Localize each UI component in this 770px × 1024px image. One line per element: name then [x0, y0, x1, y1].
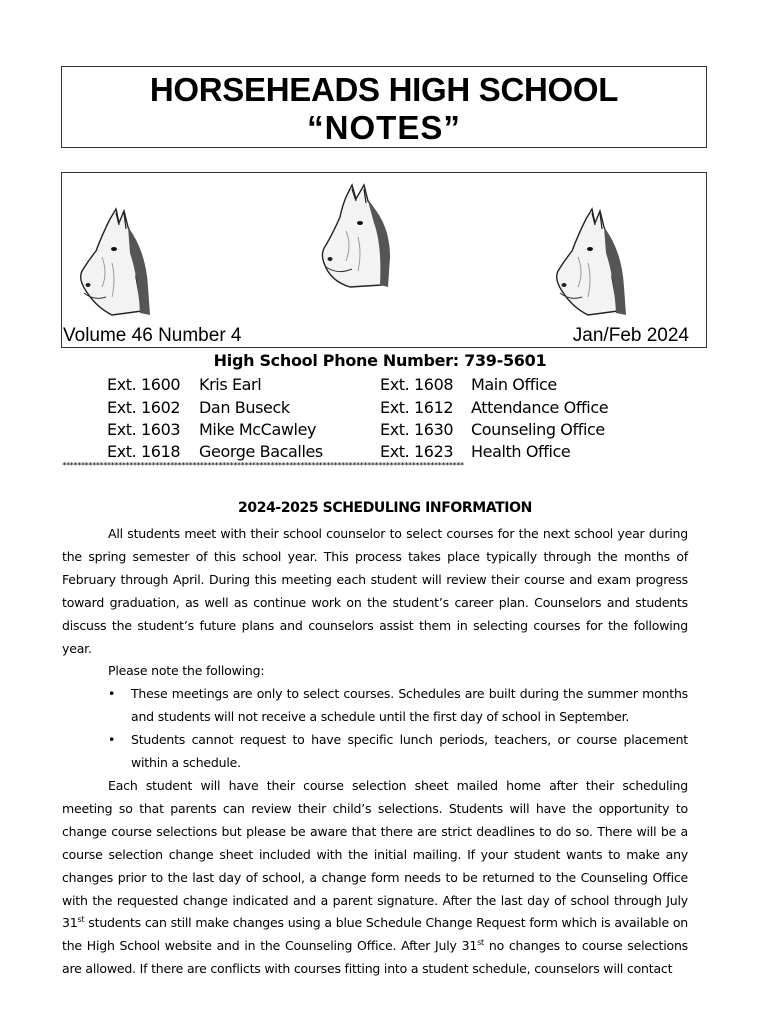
bullet-list	[62, 683, 688, 775]
newsletter-subtitle: “NOTES”	[307, 109, 461, 146]
contact-name: Kris Earl	[199, 375, 262, 394]
note-heading: Please note the following:	[108, 663, 265, 679]
title-box	[61, 66, 707, 148]
horse-head-illustration-right	[548, 207, 638, 327]
contact-ext: Ext. 1618	[107, 442, 181, 461]
office-ext: Ext. 1608	[380, 375, 454, 394]
contact-name: Mike McCawley	[199, 420, 317, 439]
issue-date: Jan/Feb 2024	[572, 325, 689, 346]
contact-name: Dan Buseck	[199, 398, 290, 417]
asterisk-separator: ************************************************************************************************************	[62, 461, 464, 470]
contact-ext: Ext. 1603	[107, 420, 181, 439]
contact-ext: Ext. 1602	[107, 398, 181, 417]
list-item: • These meetings are only to select courses. Schedules are built during the summer months and students will not receive a schedule until the first day of school in September.	[62, 683, 688, 729]
contact-name: George Bacalles	[199, 442, 323, 461]
office-name: Main Office	[471, 375, 557, 394]
office-ext: Ext. 1612	[380, 398, 454, 417]
volume-number: Volume 46 Number 4	[63, 325, 242, 346]
office-name: Health Office	[471, 442, 571, 461]
phone-number-heading: High School Phone Number: 739-5601	[213, 351, 547, 370]
list-item: • Students cannot request to have specific lunch periods, teachers, or course placement within a schedule.	[62, 729, 688, 775]
bullet-icon: •	[108, 732, 116, 748]
contact-ext: Ext. 1600	[107, 375, 181, 394]
section-heading: 2024-2025 SCHEDULING INFORMATION	[238, 500, 532, 516]
office-name: Counseling Office	[471, 420, 605, 439]
office-name: Attendance Office	[471, 398, 609, 417]
paragraph-intro: All students meet with their school counselor to select courses for the next school year during the spring semester of this school year. This process takes place typically through the months of February through April. During this meeting each student will review their course and exam progress toward graduation, as well as continue work on the student’s career plan. Counselors and students discuss the student’s future plans and counselors assist them in selecting courses for the following year.	[62, 526, 688, 656]
bullet-icon: •	[108, 686, 116, 702]
office-ext: Ext. 1623	[380, 442, 454, 461]
paragraph-course-selection: Each student will have their course selection sheet mailed home after their scheduling meeting so that parents can review their child’s selections. Students will have the opportunity to change course selections but please be aware that there are strict deadlines to do so. There will be a course selection change sheet included with the initial mailing. If your student wants to make any changes prior to the last day of school, a change form needs to be returned to the Counseling Office with the requested change indicated and a parent signature. After the last day of school through July 31st students can still make changes using a blue Schedule Change Request form which is available on the High School website and in the Counseling Office. After July 31st no changes to course selections are allowed. If there are conflicts with courses fitting into a student schedule, counselors will contact	[62, 777, 688, 977]
horse-head-illustration-center	[316, 183, 406, 303]
office-ext: Ext. 1630	[380, 420, 454, 439]
masthead	[61, 172, 707, 348]
newsletter-title: HORSEHEADS HIGH SCHOOL	[149, 71, 619, 108]
horse-head-illustration-left	[72, 207, 162, 327]
article-body	[62, 523, 688, 981]
